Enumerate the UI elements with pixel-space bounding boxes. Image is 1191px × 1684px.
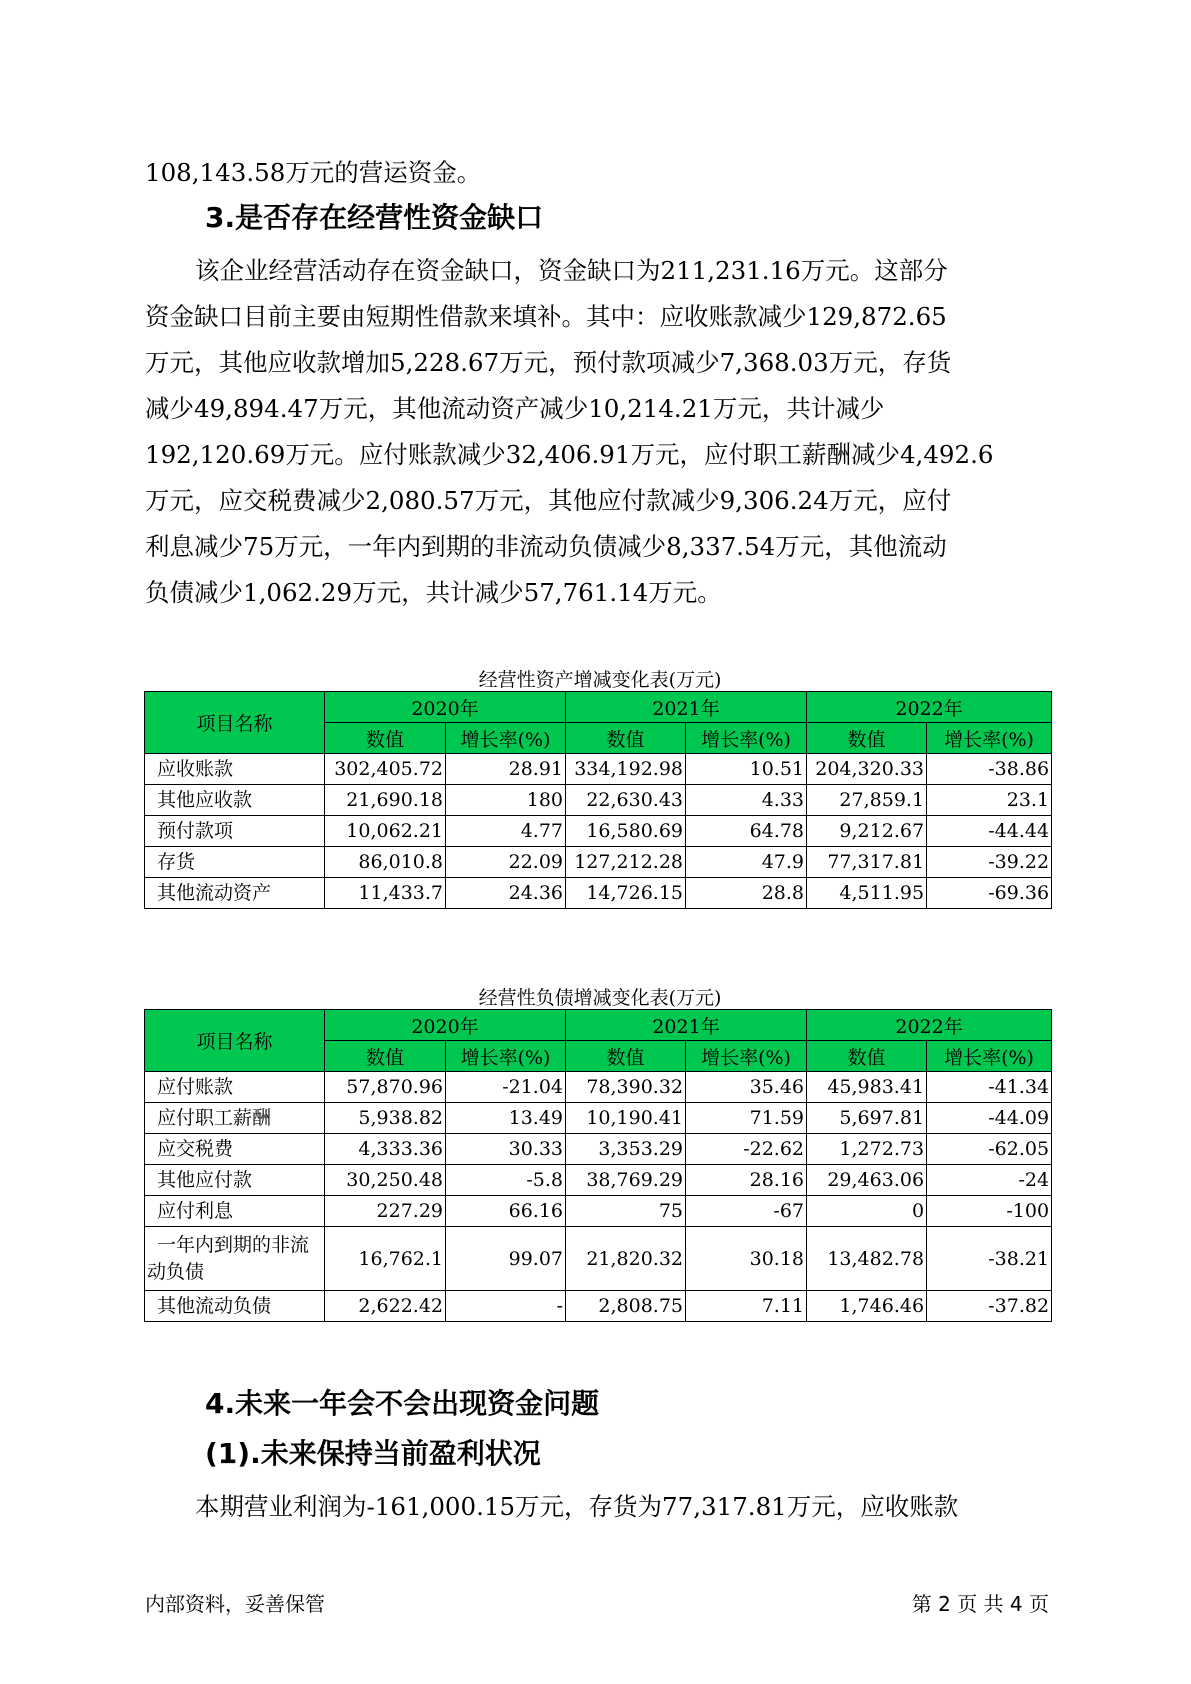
cell-growth: 13.49 bbox=[446, 1103, 566, 1134]
column-header-growth: 增长率(%) bbox=[446, 1041, 566, 1072]
cell-value: 5,938.82 bbox=[325, 1103, 446, 1134]
cell-growth: 30.18 bbox=[686, 1227, 807, 1291]
column-header-year: 2021年 bbox=[566, 1010, 807, 1041]
section-4-subheading: (1).未来保持当前盈利状况 bbox=[205, 1437, 541, 1470]
table-row bbox=[145, 1291, 1052, 1322]
row-name-line: 动负债 bbox=[147, 1260, 205, 1283]
row-name: 存货 bbox=[145, 847, 325, 878]
cell-value: 21,690.18 bbox=[325, 785, 446, 816]
cell-value: 3,353.29 bbox=[566, 1134, 686, 1165]
paragraph-line: 减少49,894.47万元，其他流动资产减少10,214.21万元，共计减少 bbox=[145, 394, 885, 423]
column-header-growth: 增长率(%) bbox=[686, 1041, 807, 1072]
intro-line: 108,143.58万元的营运资金。 bbox=[145, 158, 482, 187]
cell-value: 2,808.75 bbox=[566, 1291, 686, 1322]
row-name: 应交税费 bbox=[145, 1134, 325, 1165]
cell-growth: -100 bbox=[927, 1196, 1052, 1227]
cell-value: 27,859.1 bbox=[807, 785, 927, 816]
column-header-growth: 增长率(%) bbox=[446, 723, 566, 754]
row-name: 其他应付款 bbox=[145, 1165, 325, 1196]
cell-value: 38,769.29 bbox=[566, 1165, 686, 1196]
cell-value: 86,010.8 bbox=[325, 847, 446, 878]
cell-growth: -69.36 bbox=[927, 878, 1052, 909]
cell-growth: 28.8 bbox=[686, 878, 807, 909]
column-header-growth: 增长率(%) bbox=[927, 723, 1052, 754]
cell-growth: - bbox=[446, 1291, 566, 1322]
cell-growth: 47.9 bbox=[686, 847, 807, 878]
table-row bbox=[145, 1227, 1052, 1291]
cell-value: 334,192.98 bbox=[566, 754, 686, 785]
paragraph-line: 负债减少1,062.29万元，共计减少57,761.14万元。 bbox=[145, 578, 722, 607]
cell-growth: 7.11 bbox=[686, 1291, 807, 1322]
cell-value: 9,212.67 bbox=[807, 816, 927, 847]
cell-growth: 4.77 bbox=[446, 816, 566, 847]
cell-growth: -41.34 bbox=[927, 1072, 1052, 1103]
paragraph-line: 本期营业利润为-161,000.15万元，存货为77,317.81万元，应收账款 bbox=[195, 1492, 959, 1521]
cell-growth: 28.91 bbox=[446, 754, 566, 785]
cell-growth: -39.22 bbox=[927, 847, 1052, 878]
cell-growth: 23.1 bbox=[927, 785, 1052, 816]
table-row bbox=[145, 878, 1052, 909]
table-row bbox=[145, 785, 1052, 816]
cell-value: 30,250.48 bbox=[325, 1165, 446, 1196]
column-header-year: 2022年 bbox=[807, 1010, 1052, 1041]
table-row bbox=[145, 1134, 1052, 1165]
column-header-value: 数值 bbox=[325, 1041, 446, 1072]
cell-growth: -38.21 bbox=[927, 1227, 1052, 1291]
cell-growth: 28.16 bbox=[686, 1165, 807, 1196]
cell-growth: 71.59 bbox=[686, 1103, 807, 1134]
cell-value: 1,746.46 bbox=[807, 1291, 927, 1322]
column-header-value: 数值 bbox=[807, 723, 927, 754]
row-name: 应收账款 bbox=[145, 754, 325, 785]
cell-value: 14,726.15 bbox=[566, 878, 686, 909]
section-3-paragraph bbox=[145, 248, 1055, 616]
cell-growth: 99.07 bbox=[446, 1227, 566, 1291]
row-name: 应付职工薪酬 bbox=[145, 1103, 325, 1134]
cell-growth: -44.09 bbox=[927, 1103, 1052, 1134]
cell-growth: -22.62 bbox=[686, 1134, 807, 1165]
section-3-heading: 3.是否存在经营性资金缺口 bbox=[205, 201, 544, 234]
cell-growth: -62.05 bbox=[927, 1134, 1052, 1165]
column-header-item-name: 项目名称 bbox=[145, 692, 325, 754]
cell-value: 21,820.32 bbox=[566, 1227, 686, 1291]
column-header-value: 数值 bbox=[325, 723, 446, 754]
table-row bbox=[145, 754, 1052, 785]
cell-value: 2,622.42 bbox=[325, 1291, 446, 1322]
cell-growth: 64.78 bbox=[686, 816, 807, 847]
footer-page-number: 第 2 页 共 4 页 bbox=[911, 1592, 1049, 1616]
cell-value: 22,630.43 bbox=[566, 785, 686, 816]
cell-value: 0 bbox=[807, 1196, 927, 1227]
row-name: 其他应收款 bbox=[145, 785, 325, 816]
cell-growth: -24 bbox=[927, 1165, 1052, 1196]
cell-value: 16,762.1 bbox=[325, 1227, 446, 1291]
table-row bbox=[145, 847, 1052, 878]
column-header-growth: 增长率(%) bbox=[686, 723, 807, 754]
cell-value: 127,212.28 bbox=[566, 847, 686, 878]
section-4-heading: 4.未来一年会不会出现资金问题 bbox=[205, 1387, 600, 1420]
cell-growth: -44.44 bbox=[927, 816, 1052, 847]
cell-value: 75 bbox=[566, 1196, 686, 1227]
paragraph-line: 192,120.69万元。应付账款减少32,406.91万元，应付职工薪酬减少4,492.6 bbox=[145, 440, 994, 469]
footer-confidential-note: 内部资料，妥善保管 bbox=[145, 1592, 325, 1616]
paragraph-line: 该企业经营活动存在资金缺口，资金缺口为211,231.16万元。这部分 bbox=[195, 256, 948, 285]
table-row bbox=[145, 1103, 1052, 1134]
cell-value: 302,405.72 bbox=[325, 754, 446, 785]
cell-value: 11,433.7 bbox=[325, 878, 446, 909]
row-name bbox=[145, 1227, 325, 1291]
column-header-value: 数值 bbox=[566, 723, 686, 754]
asset-table-caption: 经营性资产增减变化表(万元) bbox=[478, 669, 722, 691]
cell-growth: 30.33 bbox=[446, 1134, 566, 1165]
cell-value: 1,272.73 bbox=[807, 1134, 927, 1165]
row-name: 其他流动负债 bbox=[145, 1291, 325, 1322]
table-row bbox=[145, 1072, 1052, 1103]
cell-growth: -5.8 bbox=[446, 1165, 566, 1196]
column-header-year: 2020年 bbox=[325, 1010, 566, 1041]
cell-growth: 24.36 bbox=[446, 878, 566, 909]
liability-table bbox=[144, 1009, 1052, 1322]
cell-value: 77,317.81 bbox=[807, 847, 927, 878]
cell-growth: 4.33 bbox=[686, 785, 807, 816]
cell-growth: 66.16 bbox=[446, 1196, 566, 1227]
cell-value: 57,870.96 bbox=[325, 1072, 446, 1103]
column-header-year: 2022年 bbox=[807, 692, 1052, 723]
column-header-year: 2020年 bbox=[325, 692, 566, 723]
row-name: 其他流动资产 bbox=[145, 878, 325, 909]
cell-growth: 180 bbox=[446, 785, 566, 816]
table-row bbox=[145, 1196, 1052, 1227]
column-header-item-name: 项目名称 bbox=[145, 1010, 325, 1072]
cell-value: 4,333.36 bbox=[325, 1134, 446, 1165]
cell-value: 227.29 bbox=[325, 1196, 446, 1227]
row-name: 应付账款 bbox=[145, 1072, 325, 1103]
cell-value: 10,062.21 bbox=[325, 816, 446, 847]
column-header-value: 数值 bbox=[807, 1041, 927, 1072]
cell-growth: -38.86 bbox=[927, 754, 1052, 785]
cell-growth: -21.04 bbox=[446, 1072, 566, 1103]
cell-value: 45,983.41 bbox=[807, 1072, 927, 1103]
section-4-paragraph bbox=[145, 1484, 1055, 1530]
cell-value: 204,320.33 bbox=[807, 754, 927, 785]
row-name: 应付利息 bbox=[145, 1196, 325, 1227]
cell-value: 5,697.81 bbox=[807, 1103, 927, 1134]
liability-table-caption: 经营性负债增减变化表(万元) bbox=[478, 987, 722, 1009]
table-row bbox=[145, 1165, 1052, 1196]
table-row bbox=[145, 816, 1052, 847]
cell-value: 10,190.41 bbox=[566, 1103, 686, 1134]
row-name: 预付款项 bbox=[145, 816, 325, 847]
asset-table bbox=[144, 691, 1052, 909]
cell-growth: 22.09 bbox=[446, 847, 566, 878]
cell-value: 16,580.69 bbox=[566, 816, 686, 847]
cell-growth: -37.82 bbox=[927, 1291, 1052, 1322]
column-header-value: 数值 bbox=[566, 1041, 686, 1072]
paragraph-line: 资金缺口目前主要由短期性借款来填补。其中：应收账款减少129,872.65 bbox=[145, 302, 947, 331]
cell-value: 78,390.32 bbox=[566, 1072, 686, 1103]
paragraph-line: 利息减少75万元，一年内到期的非流动负债减少8,337.54万元，其他流动 bbox=[145, 532, 947, 561]
column-header-year: 2021年 bbox=[566, 692, 807, 723]
cell-value: 4,511.95 bbox=[807, 878, 927, 909]
cell-growth: 10.51 bbox=[686, 754, 807, 785]
intro-paragraph bbox=[145, 150, 1055, 196]
cell-value: 29,463.06 bbox=[807, 1165, 927, 1196]
paragraph-line: 万元，应交税费减少2,080.57万元，其他应付款减少9,306.24万元，应付 bbox=[145, 486, 952, 515]
cell-growth: 35.46 bbox=[686, 1072, 807, 1103]
cell-value: 13,482.78 bbox=[807, 1227, 927, 1291]
cell-growth: -67 bbox=[686, 1196, 807, 1227]
column-header-growth: 增长率(%) bbox=[927, 1041, 1052, 1072]
row-name-line: 一年内到期的非流 bbox=[157, 1233, 310, 1256]
paragraph-line: 万元，其他应收款增加5,228.67万元，预付款项减少7,368.03万元，存货 bbox=[145, 348, 952, 377]
